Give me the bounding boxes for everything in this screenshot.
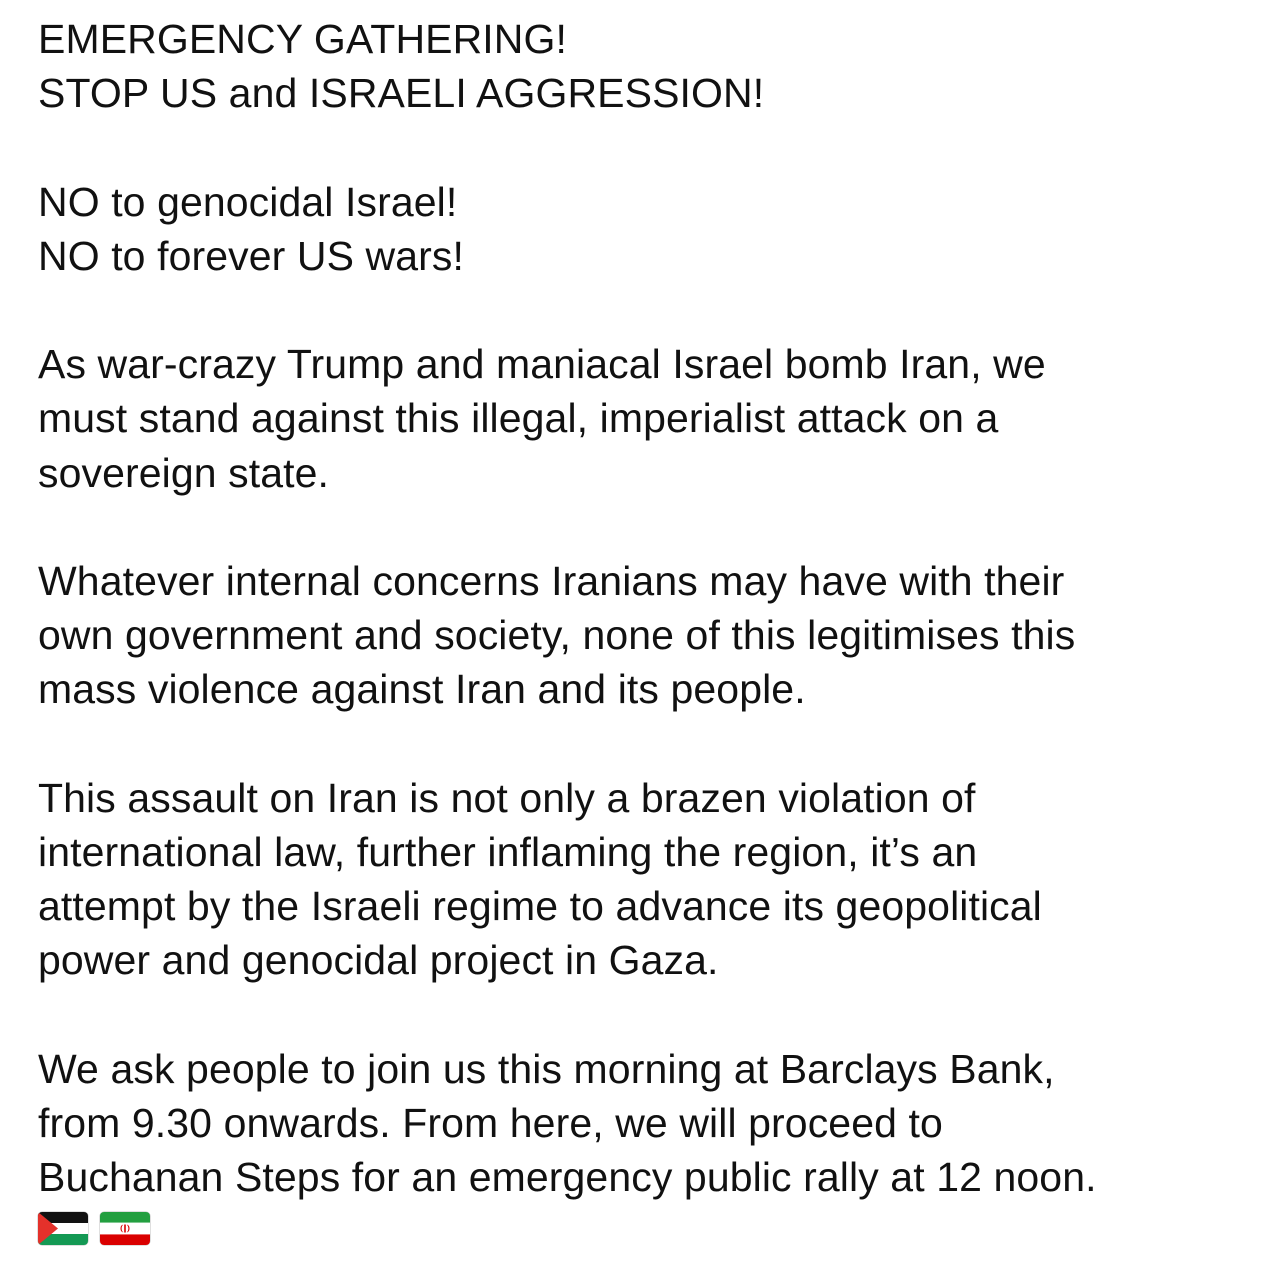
post-line: STOP US and ISRAELI AGGRESSION! xyxy=(38,70,765,117)
post-line: international law, further inflaming the region, it’s an xyxy=(38,828,978,875)
flag-emoji-row xyxy=(38,1212,1263,1245)
paragraph-gap xyxy=(38,500,1263,554)
iran-flag-icon xyxy=(100,1212,150,1245)
post-line: mass violence against Iran and its people. xyxy=(38,666,806,713)
paragraph-gap xyxy=(38,120,1263,174)
post-line: As war-crazy Trump and maniacal Israel bomb Iran, we xyxy=(38,341,1046,388)
post-line: NO to forever US wars! xyxy=(38,232,464,279)
post-line: sovereign state. xyxy=(38,449,330,496)
post-line: must stand against this illegal, imperialist attack on a xyxy=(38,395,999,442)
post-line: Buchanan Steps for an emergency public rally at 12 noon. xyxy=(38,1154,1097,1201)
paragraph-gap xyxy=(38,283,1263,337)
palestine-flag-icon xyxy=(38,1212,88,1245)
post-line: attempt by the Israeli regime to advance its geopolitical xyxy=(38,883,1042,930)
paragraph-gap xyxy=(38,988,1263,1042)
paragraph-gap xyxy=(38,717,1263,771)
post-line: from 9.30 onwards. From here, we will proceed to xyxy=(38,1099,943,1146)
post-line: power and genocidal project in Gaza. xyxy=(38,937,719,984)
post-line: Whatever internal concerns Iranians may have with their xyxy=(38,557,1065,604)
post-line: own government and society, none of this legitimises this xyxy=(38,612,1076,659)
post-body xyxy=(38,12,1263,1245)
post-line: This assault on Iran is not only a brazen violation of xyxy=(38,774,976,821)
post-line: EMERGENCY GATHERING! xyxy=(38,16,567,62)
post-line: NO to genocidal Israel! xyxy=(38,178,458,225)
post-line: We ask people to join us this morning at Barclays Bank, xyxy=(38,1045,1055,1092)
